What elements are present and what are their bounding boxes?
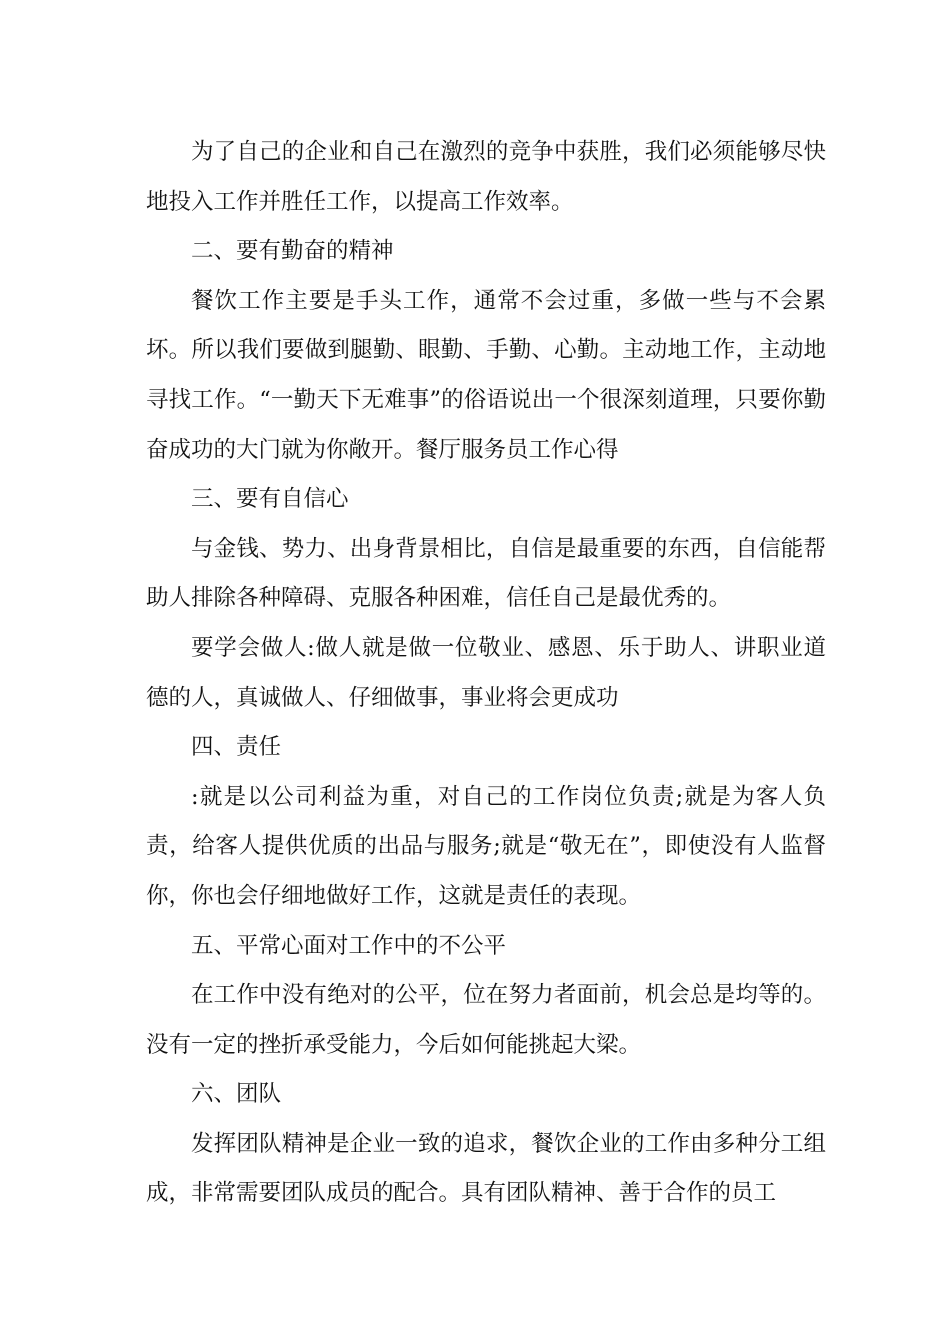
heading-diligence: 二、要有勤奋的精神: [191, 238, 394, 265]
document-body: [146, 128, 826, 1219]
paragraph-competition: 为了自己的企业和自己在激烈的竞争中获胜，我们必须能够尽快地投入工作并胜任工作，以提高工作效率。: [146, 139, 826, 215]
heading-confidence: 三、要有自信心: [191, 486, 349, 513]
paragraph-responsibility: :就是以公司利益为重，对自己的工作岗位负责;就是为客人负责，给客人提供优质的出品与服务;就是“敬无在”，即使没有人监督你，你也会仔细地做好工作，这就是责任的表现。: [146, 783, 826, 909]
heading-fairness: 五、平常心面对工作中的不公平: [191, 932, 507, 959]
paragraph-confidence: 与金钱、势力、出身背景相比，自信是最重要的东西，自信能帮助人排除各种障碍、克服各种困难，信任自己是最优秀的。: [146, 535, 826, 612]
paragraph-conduct: 要学会做人:做人就是做一位敬业、感恩、乐于助人、讲职业道德的人，真诚做人、仔细做事，事业将会更成功: [146, 634, 826, 711]
paragraph-diligence: 餐饮工作主要是手头工作，通常不会过重，多做一些与不会累坏。所以我们要做到腿勤、眼勤、手勤、心勤。主动地工作，主动地寻找工作。“一勤天下无难事”的俗语说出一个很深刻道理，只要你勤奋成功的大门就为你敞开。餐厅服务员工作心得: [146, 287, 826, 463]
heading-team: 六、团队: [191, 1081, 282, 1108]
paragraph-team: 发挥团队精神是企业一致的追求，餐饮企业的工作由多种分工组成，非常需要团队成员的配合。具有团队精神、善于合作的员工: [146, 1130, 826, 1207]
paragraph-fairness: 在工作中没有绝对的公平，位在努力者面前，机会总是均等的。没有一定的挫折承受能力，今后如何能挑起大梁。: [146, 982, 826, 1058]
heading-responsibility: 四、责任: [191, 734, 282, 761]
